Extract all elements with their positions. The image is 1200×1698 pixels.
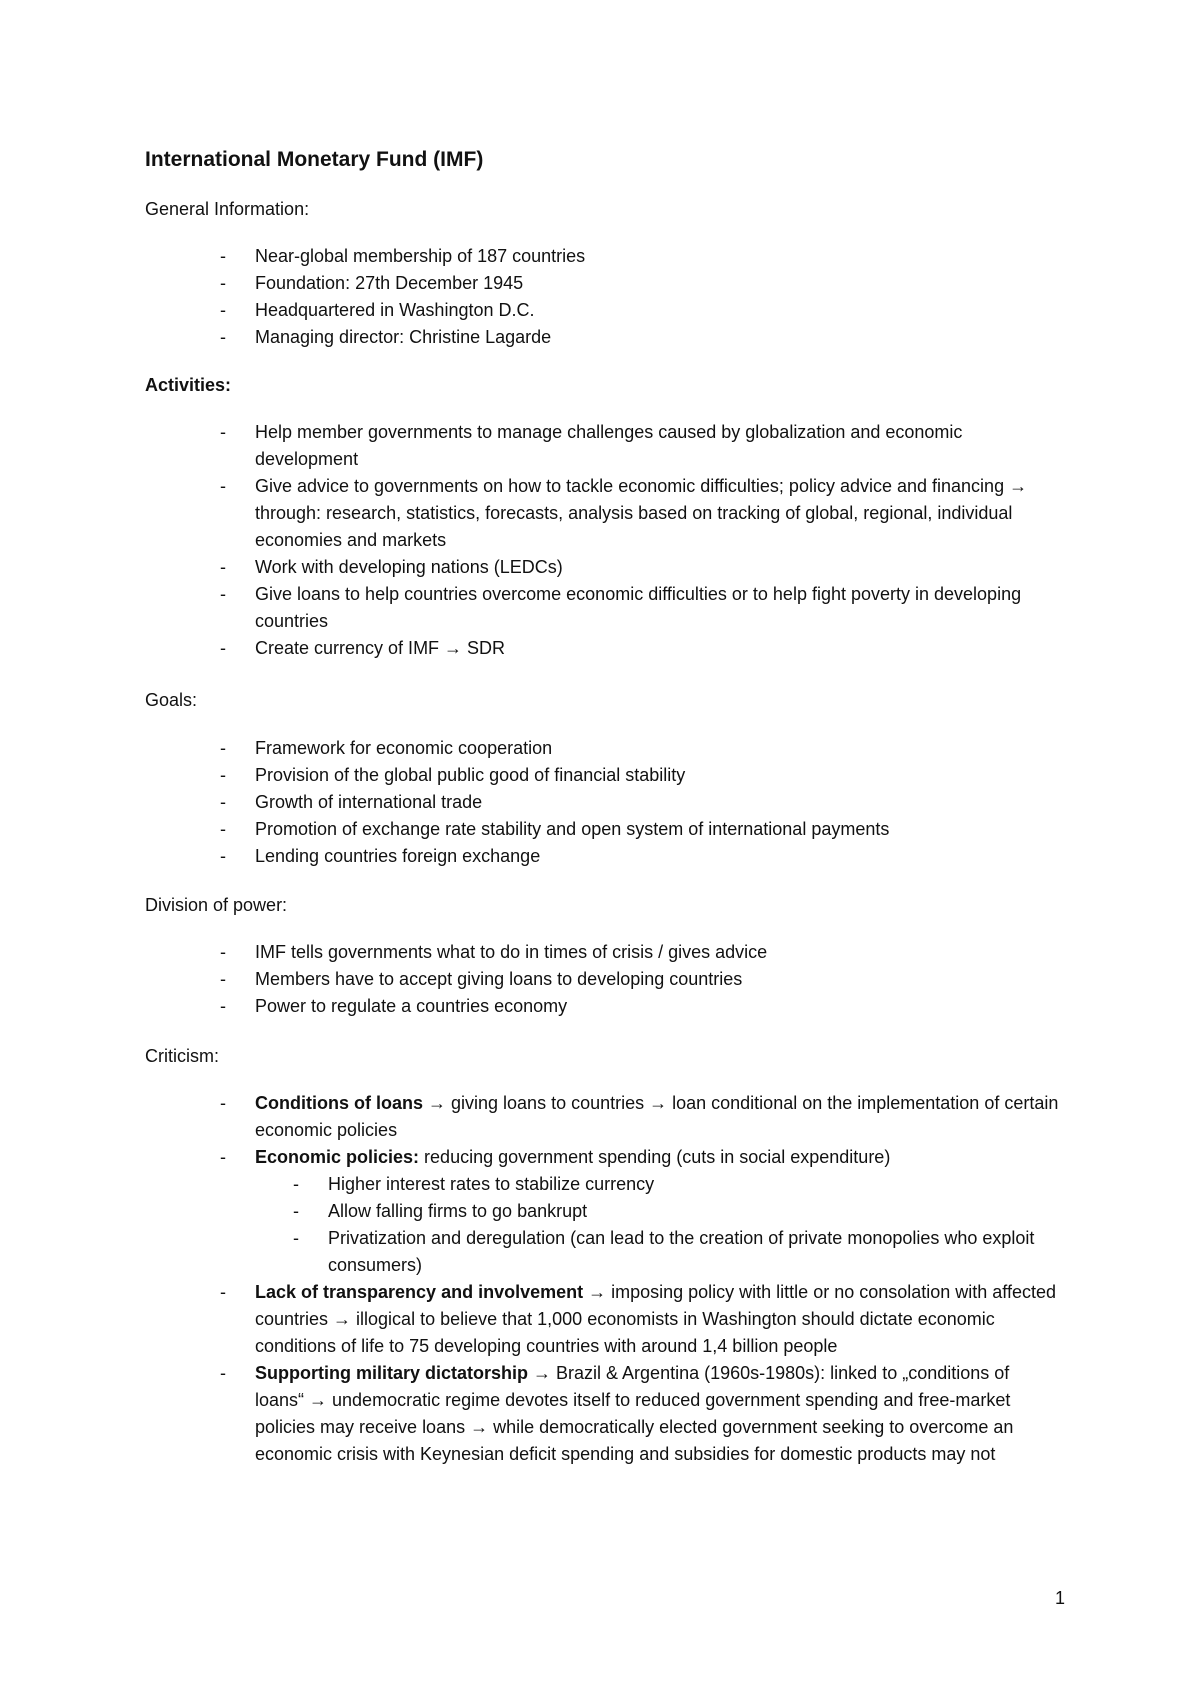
document-title: International Monetary Fund (IMF)	[145, 148, 484, 171]
list-item: - Create currency of IMF → SDR	[0, 635, 1200, 662]
item-text: → Brazil & Argentina (1960s-1980s): linked to „conditions of loans“ → undemocratic regime devotes itself to reduced government spending and free-market policies may receive loans → while democratically elected government seeking to overcome an economic crisis with Keynesian deficit spending and subsidies for domestic products may not	[255, 1363, 1014, 1464]
general-information-heading: General Information:	[145, 199, 310, 219]
list-item: - Framework for economic cooperation	[0, 735, 1200, 762]
sub-list-item: - Higher interest rates to stabilize currency	[255, 1171, 1060, 1198]
list-item	[0, 1090, 1200, 1144]
list-item: - IMF tells governments what to do in times of crisis / gives advice	[0, 939, 1200, 966]
activities-heading: Activities:	[145, 375, 232, 395]
goals-list	[0, 735, 1200, 870]
list-item: - Headquartered in Washington D.C.	[0, 297, 1200, 324]
criticism-heading: Criticism:	[145, 1046, 219, 1066]
item-bold-lead: Supporting military dictatorship	[255, 1363, 529, 1383]
list-item: - Help member governments to manage challenges caused by globalization and economic development	[0, 419, 1200, 473]
list-item: - Foundation: 27th December 1945	[0, 270, 1200, 297]
item-bold-lead: Lack of transparency and involvement	[255, 1282, 584, 1302]
list-item: - Work with developing nations (LEDCs)	[0, 554, 1200, 581]
list-item: - Lending countries foreign exchange	[0, 843, 1200, 870]
general-information-list	[0, 243, 1200, 351]
list-item: - Promotion of exchange rate stability and open system of international payments	[0, 816, 1200, 843]
list-item: - Give advice to governments on how to tackle economic difficulties; policy advice and financing → through: research, statistics, forecasts, analysis based on tracking of global, regional, individual economies and markets	[0, 473, 1200, 554]
division-of-power-heading: Division of power:	[145, 895, 288, 915]
goals-heading: Goals:	[145, 690, 198, 710]
list-item: - Power to regulate a countries economy	[0, 993, 1200, 1020]
list-item	[0, 1360, 1200, 1468]
list-item: - Managing director: Christine Lagarde	[0, 324, 1200, 351]
list-item	[0, 1279, 1200, 1360]
list-item: - Growth of international trade	[0, 789, 1200, 816]
list-item: - Provision of the global public good of financial stability	[0, 762, 1200, 789]
page-number: 1	[1055, 1588, 1066, 1608]
list-item: - Members have to accept giving loans to developing countries	[0, 966, 1200, 993]
item-text: → imposing policy with little or no consolation with affected countries → illogical to believe that 1,000 economists in Washington should dictate economic conditions of life to 75 developing countries with around 1,4 billion people	[255, 1282, 1057, 1356]
item-bold-lead: Economic policies:	[255, 1147, 420, 1167]
criticism-list	[0, 1090, 1200, 1468]
economic-policies-sublist	[255, 1171, 1060, 1279]
list-item: - Near-global membership of 187 countries	[0, 243, 1200, 270]
sub-list-item: - Allow falling firms to go bankrupt	[255, 1198, 1060, 1225]
activities-list	[0, 419, 1200, 662]
item-text: reducing government spending (cuts in social expenditure)	[419, 1147, 891, 1167]
list-item	[0, 1144, 1200, 1279]
item-text: → giving loans to countries → loan conditional on the implementation of certain economic policies	[255, 1093, 1059, 1140]
item-bold-lead: Conditions of loans	[255, 1093, 423, 1113]
sub-list-item: - Privatization and deregulation (can lead to the creation of private monopolies who exploit consumers)	[255, 1225, 1060, 1279]
list-item: - Give loans to help countries overcome economic difficulties or to help fight poverty in developing countries	[0, 581, 1200, 635]
division-of-power-list	[0, 939, 1200, 1020]
